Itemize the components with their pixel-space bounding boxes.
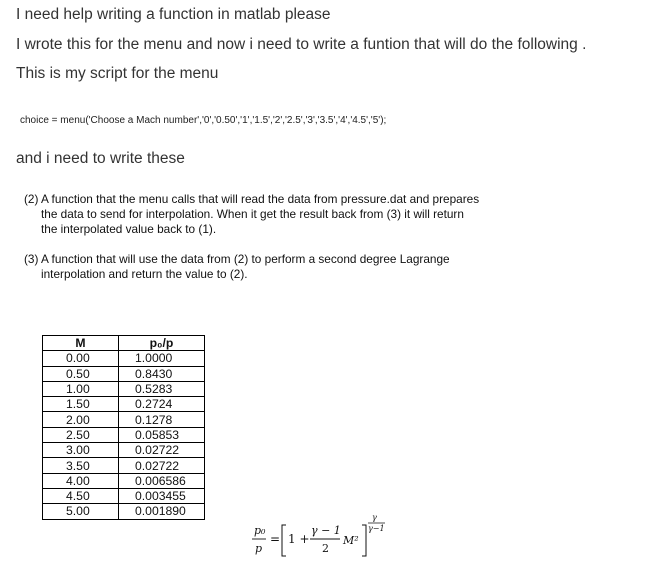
requirement-2-line-a: (2) A function that the menu calls that will read the data from pressure.dat and prepares — [24, 192, 480, 206]
cell-ratio: 0.1278 — [119, 412, 205, 427]
cell-mach: 2.00 — [43, 412, 119, 427]
menu-code-snippet: choice = menu('Choose a Mach number','0','0.50','1','1.5','2','2.5','3','3.5','4','4.5','5'); — [20, 115, 387, 126]
cell-ratio: 0.02722 — [119, 443, 205, 458]
post-line-4: and i need to write these — [16, 150, 185, 167]
header-mach: M — [43, 336, 119, 351]
cell-ratio: 0.02722 — [119, 458, 205, 473]
requirement-3 — [24, 252, 450, 282]
formula-frac-denominator: 2 — [322, 542, 329, 555]
table-row — [43, 473, 205, 488]
cell-mach: 1.50 — [43, 397, 119, 412]
formula-lhs-denominator: p — [255, 542, 263, 555]
post-line-2: I wrote this for the menu and now i need to write a funtion that will do the following . — [16, 36, 587, 53]
formula-one-plus: 1 + — [288, 532, 310, 546]
cell-ratio: 0.003455 — [119, 488, 205, 503]
cell-mach: 1.00 — [43, 381, 119, 396]
table-row — [43, 412, 205, 427]
formula-left-bracket — [282, 525, 286, 556]
isentropic-pressure-formula — [248, 512, 398, 562]
table-row — [43, 381, 205, 396]
formula-frac-numerator: γ − 1 — [311, 524, 341, 537]
formula-exponent-denominator: γ−1 — [368, 524, 385, 533]
formula-mach-squared: M² — [343, 534, 359, 547]
post-line-3: This is my script for the menu — [16, 65, 219, 82]
requirement-3-line-b: interpolation and return the value to (2). — [41, 267, 248, 281]
post-line-1: I need help writing a function in matlab please — [16, 6, 331, 23]
requirement-2-line-b: the data to send for interpolation. When it get the result back from (3) it will return — [41, 207, 464, 221]
table-row — [43, 351, 205, 366]
formula-lhs-numerator: p₀ — [254, 524, 266, 537]
table-row — [43, 458, 205, 473]
cell-mach: 3.00 — [43, 443, 119, 458]
table-header-row — [43, 336, 205, 351]
table-row — [43, 443, 205, 458]
formula-exponent-numerator: γ — [372, 513, 377, 522]
cell-ratio: 0.8430 — [119, 366, 205, 381]
table-row — [43, 427, 205, 442]
table-row — [43, 366, 205, 381]
table-row — [43, 488, 205, 503]
cell-ratio: 0.05853 — [119, 427, 205, 442]
cell-ratio: 1.0000 — [119, 351, 205, 366]
cell-ratio: 0.006586 — [119, 473, 205, 488]
cell-ratio: 0.001890 — [119, 504, 205, 519]
table-row — [43, 504, 205, 519]
cell-mach: 2.50 — [43, 427, 119, 442]
cell-mach: 4.50 — [43, 488, 119, 503]
formula-equals: = — [270, 532, 281, 546]
formula-right-bracket — [362, 525, 366, 556]
cell-mach: 3.50 — [43, 458, 119, 473]
header-pressure-ratio: p₀/p — [119, 336, 205, 351]
requirement-2-line-c: the interpolated value back to (1). — [41, 222, 217, 236]
table-row — [43, 397, 205, 412]
cell-mach: 0.50 — [43, 366, 119, 381]
cell-mach: 4.00 — [43, 473, 119, 488]
pressure-table — [42, 335, 205, 520]
requirement-2 — [24, 192, 479, 237]
cell-ratio: 0.5283 — [119, 381, 205, 396]
cell-mach: 0.00 — [43, 351, 119, 366]
cell-mach: 5.00 — [43, 504, 119, 519]
requirement-3-line-a: (3) A function that will use the data from (2) to perform a second degree Lagrange — [24, 252, 450, 266]
cell-ratio: 0.2724 — [119, 397, 205, 412]
